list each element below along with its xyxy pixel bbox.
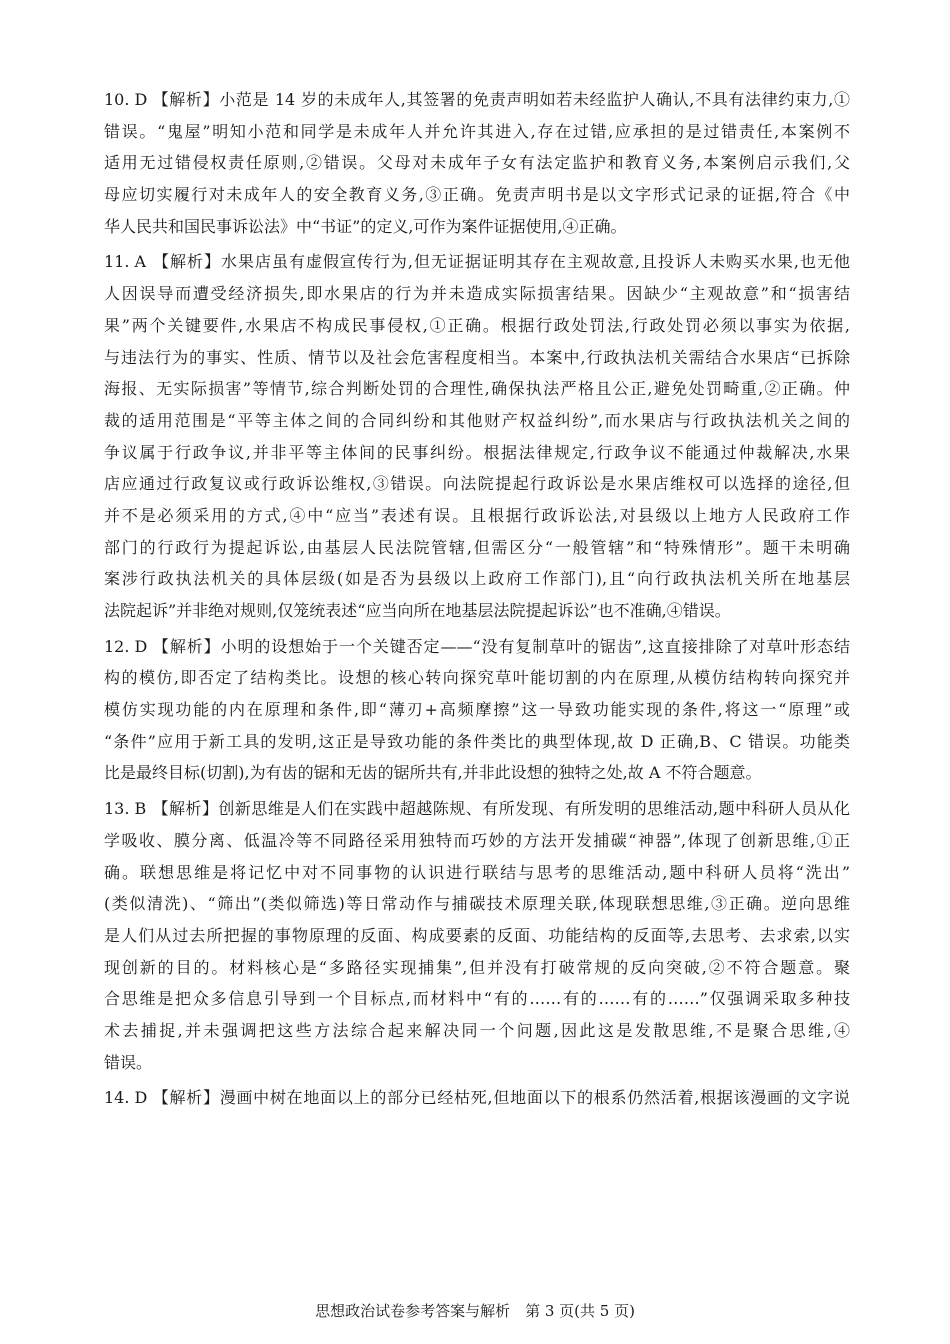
answer-item-14	[104, 1082, 850, 1114]
answer-number: 10. D	[104, 90, 148, 109]
answer-number: 12. D	[104, 636, 148, 656]
answer-line: 现创新的目的。材料核心是“多路径实现捕集”,但并没有打破常规的反向突破,②不符合题意。聚	[104, 957, 850, 977]
answer-line: 适用无过错侵权责任原则,②错误。父母对未成年子女有法定监护和教育义务,本案例启示我们,父	[104, 153, 850, 173]
answer-line: 部门的行政行为提起诉讼,由基层人民法院管辖,但需区分“一般管辖”和“特殊情形”。题干未明确	[104, 537, 850, 557]
answer-line: 14. D 【解析】漫画中树在地面以上的部分已经枯死,但地面以下的根系仍然活着,根据该漫画的文字说	[104, 1082, 850, 1114]
answer-line: 店应通过行政复议或行政诉讼维权,③错误。向法院提起行政诉讼是水果店维权可以选择的途径,但	[104, 474, 850, 494]
answer-line: 是人们从过去所把握的事物原理的反面、构成要素的反面、功能结构的反面等,去思考、去求索,以实	[104, 925, 850, 945]
answer-item-10	[104, 84, 850, 242]
answer-line: 果”两个关键要件,水果店不构成民事侵权,①正确。根据行政处罚法,行政处罚必须以事实为依据,	[104, 315, 850, 335]
answer-line: 10. D 【解析】小范是 14 岁的未成年人,其签署的免责声明如若未经监护人确认,不具有法律约束力,①	[104, 84, 850, 116]
answer-line: 争议属于行政争议,并非平等主体间的民事纠纷。根据法律规定,行政争议不能通过仲裁解决,水果	[104, 442, 850, 462]
answer-line: 法院起诉”并非绝对规则,仅笼统表述“应当向所在地基层法院提起诉讼”也不准确,④错误。	[104, 601, 731, 620]
answer-line: 比是最终目标(切割),为有齿的锯和无齿的锯所共有,并非此设想的独特之处,故 A 不符合题意。	[104, 763, 762, 783]
answer-line: 并不是必须采用的方式,④中“应当”表述有误。且根据行政诉讼法,对县级以上地方人民政府工作	[104, 505, 850, 525]
answer-number: 14. D	[104, 1088, 148, 1108]
answer-line: 母应切实履行对未成年人的安全教育义务,③正确。免责声明书是以文字形式记录的证据,符合《中	[104, 185, 850, 205]
answer-line: 合思维是把众多信息引导到一个目标点,而材料中“有的……有的……有的……”仅强调采取多种技	[104, 989, 850, 1009]
answer-number: 11. A	[104, 252, 147, 272]
answer-line: 错误。“鬼屋”明知小范和同学是未成年人并允许其进入,存在过错,应承担的是过错责任,本案例不	[104, 121, 850, 141]
answer-line: 学吸收、膜分离、低温冷等不同路径采用独特而巧妙的方法开发捕碳“神器”,体现了创新思维,①正	[104, 830, 850, 850]
answer-number: 13. B	[104, 799, 147, 819]
answer-line: (类似清洗)、“筛出”(类似筛选)等日常动作与捕碳技术原理关联,体现联想思维,③正确。逆向思维	[104, 894, 850, 914]
answer-line: 人因误导而遭受经济损失,即水果店的行为并未造成实际损害结果。因缺少“主观故意”和“损害结	[104, 284, 850, 304]
answer-line: 13. B 【解析】创新思维是人们在实践中超越陈规、有所发现、有所发明的思维活动,题中科研人员从化	[104, 793, 850, 825]
answer-line: “条件”应用于新工具的发明,这正是导致功能的条件类比的典型体现,故 D 正确,B、C 错误。功能类	[104, 731, 850, 751]
answer-line: 12. D 【解析】小明的设想始于一个关键否定——“没有复制草叶的锯齿”,这直接排除了对草叶形态结	[104, 631, 850, 663]
page-footer: 思想政治试卷参考答案与解析 第 3 页(共 5 页)	[315, 1302, 635, 1320]
answer-line: 海报、无实际损害”等情节,综合判断处罚的合理性,确保执法严格且公正,避免处罚畸重,②正确。仲	[104, 379, 850, 399]
answer-line: 术去捕捉,并未强调把这些方法综合起来解决同一个问题,因此这是发散思维,不是聚合思维,④	[104, 1020, 850, 1040]
answer-line: 11. A 【解析】水果店虽有虚假宣传行为,但无证据证明其存在主观故意,且投诉人未购买水果,也无他	[104, 246, 850, 278]
answer-line: 模仿实现功能的内在原理和条件,即“薄刃+高频摩擦”这一导致功能实现的条件,将这一“原理”或	[104, 700, 850, 720]
answer-line: 与违法行为的事实、性质、情节以及社会危害程度相当。本案中,行政执法机关需结合水果店“已拆除	[104, 347, 850, 367]
answer-content	[104, 84, 850, 1118]
answer-line: 错误。	[104, 1052, 153, 1072]
answer-item-12	[104, 631, 850, 789]
answer-line: 案涉行政执法机关的具体层级(如是否为县级以上政府工作部门),且“向行政执法机关所在地基层	[104, 569, 850, 589]
answer-line: 裁的适用范围是“平等主体之间的合同纠纷和其他财产权益纠纷”,而水果店与行政执法机关之间的	[104, 410, 850, 430]
answer-item-13	[104, 793, 850, 1078]
answer-line: 华人民共和国民事诉讼法》中“书证”的定义,可作为案件证据使用,④正确。	[104, 216, 627, 236]
answer-line: 构的模仿,即否定了结构类比。设想的核心转向探究草叶能切割的内在原理,从模仿结构转向探究并	[104, 668, 850, 688]
answer-item-11	[104, 246, 850, 626]
answer-line: 确。联想思维是将记忆中对不同事物的认识进行联结与思考的思维活动,题中科研人员将“洗出”	[104, 862, 850, 882]
